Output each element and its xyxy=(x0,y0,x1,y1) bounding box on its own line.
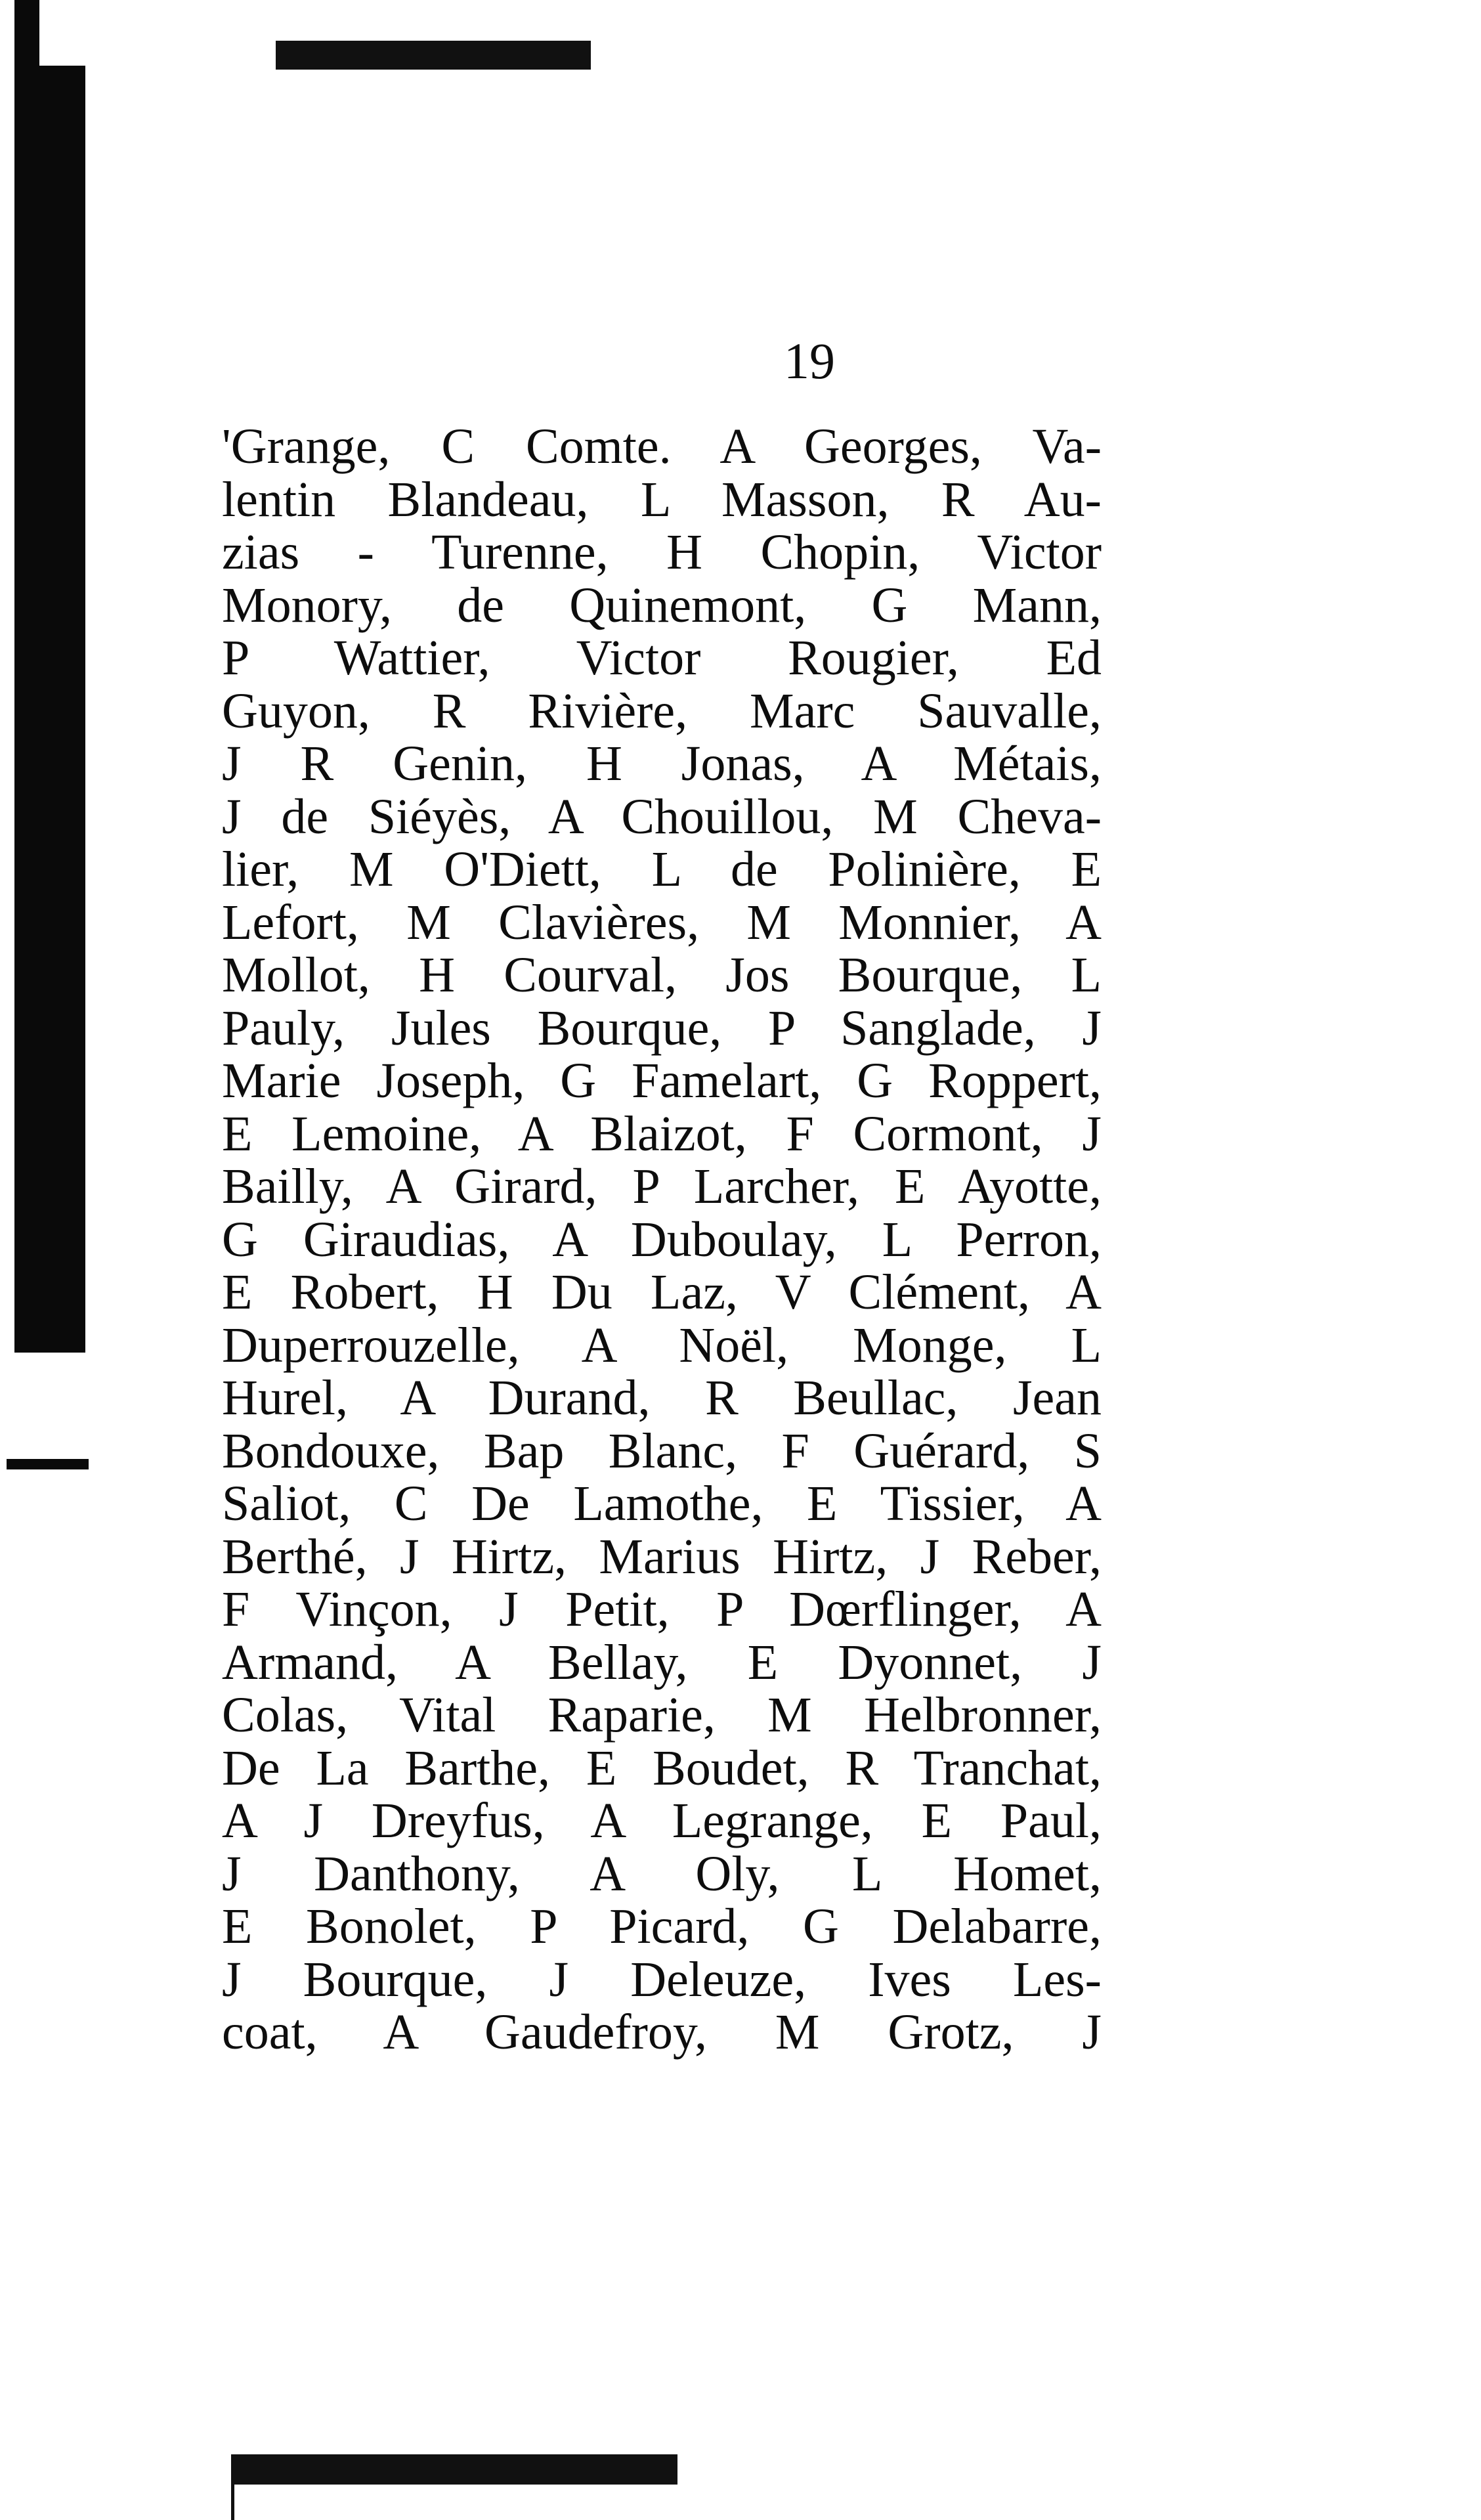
text-line: J Danthony, A Oly, L Homet, xyxy=(222,1846,1102,1901)
text-line: Armand, A Bellay, E Dyonnet, J xyxy=(222,1634,1102,1690)
text-line: Mollot, H Courval, Jos Bourque, L xyxy=(222,947,1102,1003)
text-line: Guyon, R Rivière, Marc Sauvalle, xyxy=(222,683,1102,739)
text-line: J R Genin, H Jonas, A Métais, xyxy=(222,736,1102,791)
text-line: coat, A Gaudefroy, M Grotz, J xyxy=(222,2005,1102,2060)
text-line: E Robert, H Du Laz, V Clément, A xyxy=(222,1265,1102,1320)
scan-edge-mark xyxy=(7,1459,89,1469)
text-line: J Bourque, J Deleuze, Ives Les- xyxy=(222,1951,1102,2007)
name-list-text xyxy=(222,420,1102,2059)
text-line: De La Barthe, E Boudet, R Tranchat, xyxy=(222,1740,1102,1796)
text-line: Pauly, Jules Bourque, P Sanglade, J xyxy=(222,1000,1102,1056)
scan-spine-shadow xyxy=(14,66,85,1353)
text-line: F Vinçon, J Petit, P Dœrflinger, A xyxy=(222,1582,1102,1637)
scan-spine-shadow-top xyxy=(14,0,39,72)
text-line: Berthé, J Hirtz, Marius Hirtz, J Reber, xyxy=(222,1529,1102,1584)
text-line: J de Siéyès, A Chouillou, M Cheva- xyxy=(222,789,1102,844)
scan-bottom-bar xyxy=(231,2454,677,2485)
text-line: Saliot, C De Lamothe, E Tissier, A xyxy=(222,1476,1102,1531)
text-line: Hurel, A Durand, R Beullac, Jean xyxy=(222,1370,1102,1425)
text-line: lier, M O'Diett, L de Polinière, E xyxy=(222,842,1102,897)
text-line: Bondouxe, Bap Blanc, F Guérard, S xyxy=(222,1423,1102,1479)
text-line: zias - Turenne, H Chopin, Victor xyxy=(222,525,1102,580)
text-line: Marie Joseph, G Famelart, G Roppert, xyxy=(222,1053,1102,1108)
scan-top-bar xyxy=(276,41,591,70)
text-line: lentin Blandeau, L Masson, R Au- xyxy=(222,471,1102,527)
text-line: Monory, de Quinemont, G Mann, xyxy=(222,577,1102,633)
text-line: E Bonolet, P Picard, G Delabarre, xyxy=(222,1899,1102,1954)
text-line: E Lemoine, A Blaizot, F Cormont, J xyxy=(222,1106,1102,1162)
text-line: G Giraudias, A Duboulay, L Perron, xyxy=(222,1211,1102,1267)
text-line: 'Grange, C Comte. A Georges, Va- xyxy=(222,419,1102,474)
text-line: P Wattier, Victor Rougier, Ed xyxy=(222,630,1102,685)
text-line: Lefort, M Clavières, M Monnier, A xyxy=(222,894,1102,950)
text-line: A J Dreyfus, A Legrange, E Paul, xyxy=(222,1793,1102,1848)
text-line: Duperrouzelle, A Noël, Monge, L xyxy=(222,1317,1102,1373)
scan-bottom-bar-tick xyxy=(231,2485,234,2520)
page-number: 19 xyxy=(784,332,835,389)
text-line: Bailly, A Girard, P Larcher, E Ayotte, xyxy=(222,1159,1102,1214)
text-line: Colas, Vital Raparie, M Helbronner, xyxy=(222,1687,1102,1743)
